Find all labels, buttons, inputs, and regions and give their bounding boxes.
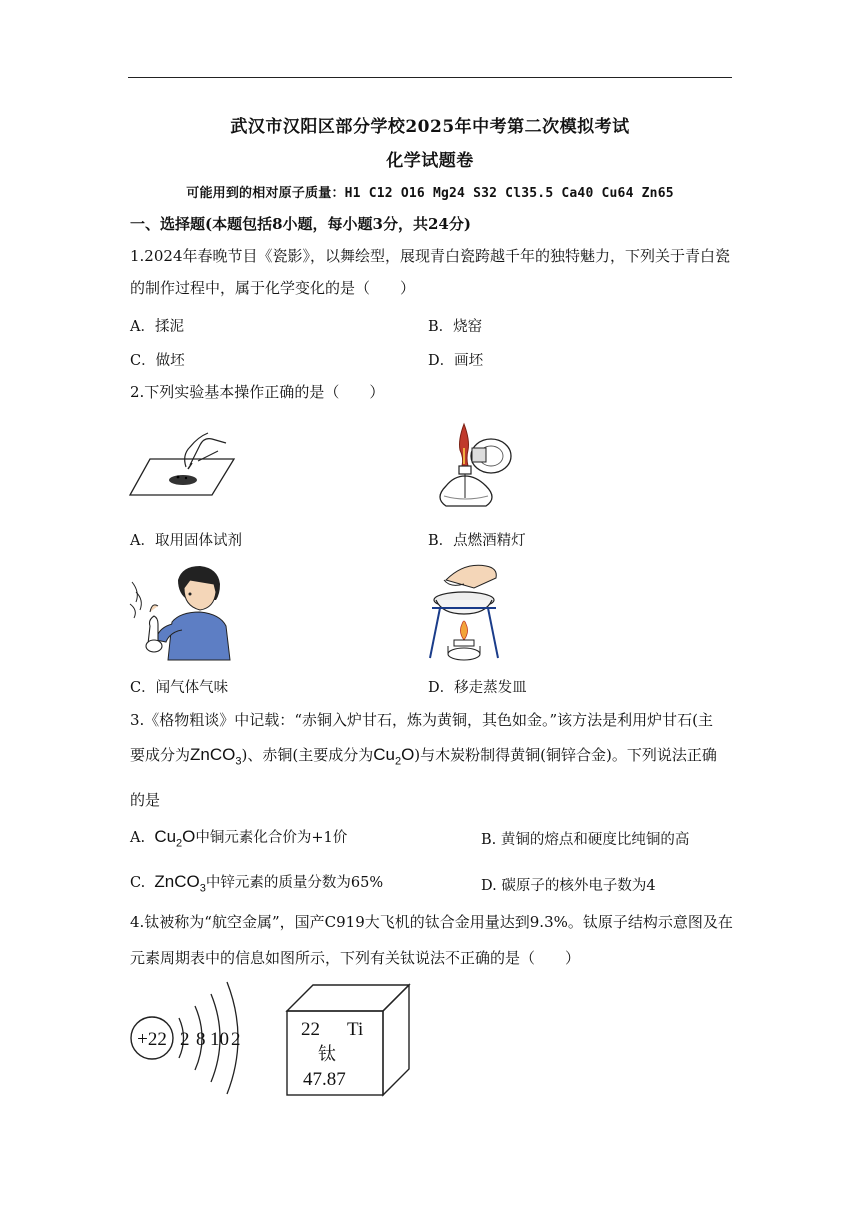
question-1-stem: 1.2024年春晚节目《瓷影》，以舞绘型，展现青白瓷跨越千年的独特魅力，下列关于青白瓷的制作过程中，属于化学变化的是（ ） — [130, 247, 730, 297]
formula-o: O — [182, 827, 196, 846]
exam-title: 武汉市汉阳区部分学校2025年中考第二次模拟考试 — [230, 117, 630, 137]
element-name: 钛 — [318, 1044, 336, 1065]
q1-option-c: C．做坯 — [130, 353, 185, 369]
element-symbol: Ti — [347, 1019, 364, 1040]
q3-option-a-text: 中铜元素化合价为+1价 — [195, 830, 348, 846]
q3-option-c — [130, 871, 383, 894]
q3-option-a-label: A. — [130, 830, 146, 846]
formula-sub: 2 — [176, 837, 183, 850]
q2-option-d: D．移走蒸发皿 — [428, 680, 527, 696]
q1-option-d: D．画坯 — [428, 353, 484, 369]
q3-option-d: D. 碳原子的核外电子数为4 — [481, 878, 656, 894]
question-2-stem: 2.下列实验基本操作正确的是（ ） — [130, 383, 385, 401]
formula-znco: ZnCO — [154, 872, 200, 891]
titanium-periodic-table-cell — [283, 983, 413, 1098]
figure-evaporating-dish — [424, 558, 519, 663]
shell-3-electrons: 10 — [210, 1029, 229, 1050]
figure-alcohol-lamp — [424, 418, 519, 513]
q2-option-c: C．闻气体气味 — [130, 680, 229, 696]
formula-cu2o-o: O — [401, 745, 415, 764]
q3-option-c-text: 中锌元素的质量分数为65% — [205, 875, 384, 891]
atomic-number: 22 — [301, 1019, 320, 1040]
header-rule — [128, 77, 732, 78]
q2-option-a: A．取用固体试剂 — [130, 533, 242, 549]
formula-cu2o-sub: 2 — [394, 755, 402, 768]
q3-text-part: )、赤铜(主要成分为 — [241, 746, 374, 764]
formula-sub: 3 — [199, 882, 206, 895]
question-3-stem-line3: 的是 — [130, 791, 161, 809]
q2-option-b: B．点燃酒精灯 — [428, 533, 526, 549]
atomic-mass: 47.87 — [303, 1069, 346, 1090]
q3-option-c-label: C. — [130, 875, 146, 891]
q1-option-b: B．烧窑 — [428, 319, 483, 335]
exam-subtitle: 化学试题卷 — [386, 151, 474, 171]
q1-option-a: A．揉泥 — [130, 319, 184, 335]
question-3-stem-line1: 3.《格物粗谈》中记载：“赤铜入炉甘石，炼为黄铜，其色如金。”该方法是利用炉甘石(主 — [130, 711, 714, 729]
formula-znco3-option — [154, 872, 206, 895]
figure-solid-reagent — [128, 425, 238, 500]
question-4-stem: 4.钛被称为“航空金属”，国产C919大飞机的钛合金用量达到9.3%。钛原子结构示意图及在元素周期表中的信息如图所示，下列有关钛说法不正确的是（ ） — [130, 913, 733, 967]
q3-option-a — [130, 826, 347, 849]
formula-cu2o — [373, 745, 415, 768]
formula-znco3 — [190, 745, 242, 768]
q3-text-part: )与木炭粉制得黄铜(铜锌合金)。下列说法正确 — [414, 746, 717, 764]
formula-cu2o-option — [154, 827, 196, 850]
formula-cu2o-cu: Cu — [373, 745, 395, 764]
formula-znco3-body: ZnCO — [190, 745, 236, 764]
titanium-atom-structure-diagram — [125, 978, 255, 1093]
q3-text-part: 要成分为 — [130, 746, 191, 764]
shell-1-electrons: 2 — [180, 1029, 190, 1050]
shell-2-electrons: 8 — [196, 1029, 206, 1050]
formula-znco3-sub: 3 — [235, 755, 242, 768]
question-3-stem-line2 — [130, 744, 717, 767]
atom-nucleus-label: +22 — [137, 1029, 167, 1050]
section-heading: 一、选择题(本题包括8小题，每小题3分，共24分) — [130, 215, 471, 233]
shell-4-electrons: 2 — [231, 1029, 241, 1050]
figure-smelling-gas — [128, 562, 238, 662]
q3-option-b: B. 黄铜的熔点和硬度比纯铜的高 — [481, 832, 690, 848]
formula-cu: Cu — [154, 827, 177, 846]
atomic-mass-line: 可能用到的相对原子质量：H1 C12 O16 Mg24 S32 Cl35.5 Ca40 Cu64 Zn65 — [186, 186, 674, 201]
